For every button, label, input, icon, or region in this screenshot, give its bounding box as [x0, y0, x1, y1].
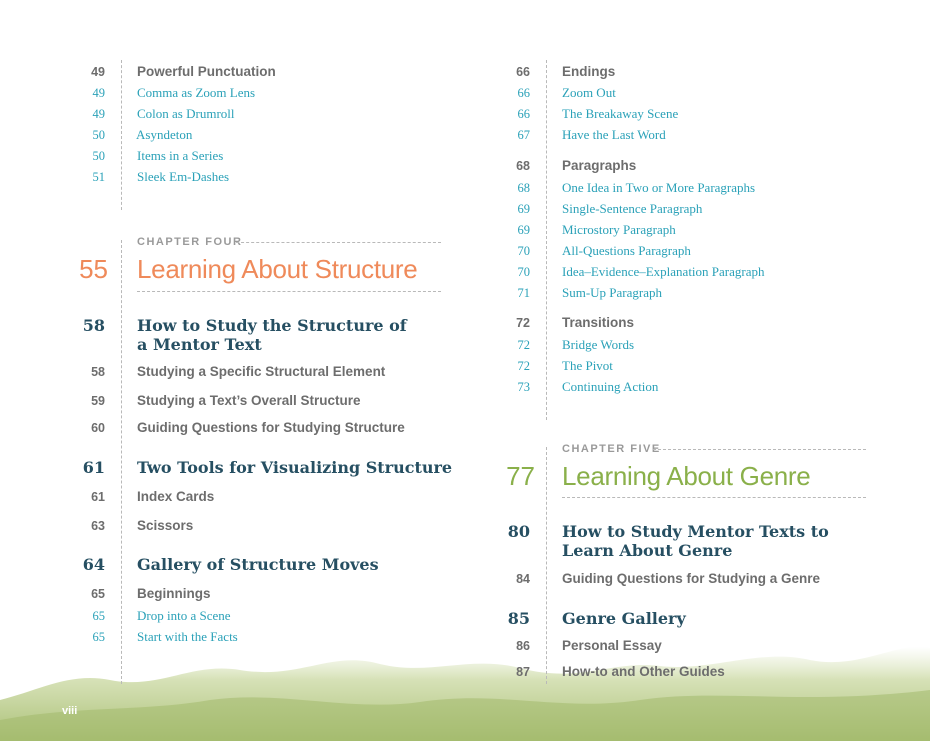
toc-entry-sub[interactable] [0, 125, 430, 145]
chapter-title-rule [562, 497, 866, 498]
section-title: Gallery of Structure Moves [137, 555, 379, 574]
entry-title: Continuing Action [562, 379, 659, 394]
toc-entry-sub[interactable] [425, 104, 855, 124]
page-number: 85 [507, 609, 530, 628]
page-number: 71 [517, 286, 530, 300]
entry-title: Comma as Zoom Lens [137, 85, 256, 100]
toc-entry-sub[interactable] [425, 356, 855, 376]
chapter-title-rule [137, 291, 441, 292]
entry-title: Idea–Evidence–Explanation Paragraph [562, 264, 765, 279]
entry-title: Single-Sentence Paragraph [562, 201, 703, 216]
page-number: 64 [82, 555, 105, 574]
section-title: How to Study Mentor Texts to Learn About Genre [562, 522, 829, 560]
page-number: 50 [92, 128, 105, 142]
page-number: 65 [92, 609, 105, 623]
toc-entry-group[interactable] [425, 62, 855, 82]
toc-entry-sub[interactable] [425, 83, 855, 103]
page-number: 86 [516, 639, 530, 653]
toc-entry[interactable] [425, 662, 855, 682]
entry-title: Studying a Text’s Overall Structure [137, 393, 361, 408]
entry-title: The Breakaway Scene [562, 106, 679, 121]
toc-entry-sub[interactable] [425, 262, 855, 282]
entry-title: Microstory Paragraph [562, 222, 676, 237]
entry-title: Powerful Punctuation [137, 64, 276, 79]
page-number: 69 [517, 202, 530, 216]
toc-entry-group[interactable] [425, 313, 855, 333]
chapter-label-rule [653, 449, 866, 450]
toc-entry-sub[interactable] [0, 146, 430, 166]
toc-entry[interactable] [0, 418, 430, 438]
chapter-title[interactable]: Learning About Structure [137, 254, 418, 284]
chapter-label-rule [236, 242, 441, 243]
toc-entry-sub[interactable] [0, 167, 430, 187]
entry-title: Bridge Words [562, 337, 635, 352]
page-number: 60 [91, 421, 105, 435]
toc-entry-group[interactable] [0, 584, 430, 604]
toc-entry-sub[interactable] [425, 199, 855, 219]
page-number: 67 [517, 128, 530, 142]
entry-title: Beginnings [137, 586, 211, 601]
toc-section-heading[interactable] [425, 522, 855, 560]
entry-title: Start with the Facts [137, 629, 238, 644]
toc-entry-sub[interactable] [425, 377, 855, 397]
page-number: 49 [91, 65, 105, 79]
entry-title: Drop into a Scene [137, 608, 231, 623]
toc-entry-group[interactable] [0, 62, 430, 82]
page-number: 87 [516, 665, 530, 679]
page-number: 70 [517, 244, 530, 258]
entry-title: Guiding Questions for Studying a Genre [562, 571, 821, 586]
entry-title: All-Questions Paragraph [562, 243, 691, 258]
entry-title: Items in a Series [137, 148, 224, 163]
page-number: 66 [517, 86, 530, 100]
section-title: How to Study the Structure of a Mentor Text [137, 316, 407, 354]
page-number: 63 [91, 519, 105, 533]
toc-section-heading[interactable] [0, 458, 453, 478]
page-number: 65 [92, 630, 105, 644]
chapter-label: CHAPTER FOUR [137, 236, 243, 248]
toc-entry-sub[interactable] [0, 606, 430, 626]
toc-entry[interactable] [0, 487, 430, 507]
entry-title: Studying a Specific Structural Element [137, 364, 386, 379]
page-number: 51 [92, 170, 105, 184]
entry-title: Paragraphs [562, 158, 637, 173]
entry-title: Zoom Out [562, 85, 616, 100]
entry-title: Sleek Em-Dashes [137, 169, 230, 184]
toc-entry-sub[interactable] [425, 241, 855, 261]
page-number: 68 [516, 159, 530, 173]
entry-title: The Pivot [562, 358, 613, 373]
entry-title: Have the Last Word [562, 127, 666, 142]
entry-title: Personal Essay [562, 638, 662, 653]
entry-title: Guiding Questions for Studying Structure [137, 420, 405, 435]
toc-entry-sub[interactable] [425, 125, 855, 145]
chapter-label: CHAPTER FIVE [562, 443, 661, 455]
toc-section-heading[interactable] [0, 316, 430, 354]
toc-entry-sub[interactable] [425, 335, 855, 355]
section-title: Two Tools for Visualizing Structure [137, 458, 453, 477]
chapter-page-number: 55 [79, 254, 108, 284]
chapter-page-number: 77 [506, 461, 535, 491]
entry-title: Transitions [562, 315, 635, 330]
toc-entry[interactable] [425, 636, 855, 656]
page-number: 72 [517, 338, 530, 352]
section-title: Genre Gallery [562, 609, 686, 628]
entry-title: Asyndeton [136, 127, 193, 142]
page-number: 49 [92, 107, 105, 121]
toc-entry-sub[interactable] [425, 220, 855, 240]
entry-title: Colon as Drumroll [137, 106, 235, 121]
toc-entry[interactable] [0, 516, 430, 536]
page-number: 58 [82, 316, 105, 335]
page-number: 66 [516, 65, 530, 79]
page-number: 68 [517, 181, 530, 195]
left-toc-column [0, 0, 453, 741]
entry-title: Endings [562, 64, 616, 79]
page-number: 72 [516, 316, 530, 330]
toc-entry[interactable] [0, 362, 430, 382]
toc-section-heading[interactable] [0, 555, 430, 575]
page-number: 72 [517, 359, 530, 373]
page-folio: viii [62, 705, 78, 717]
page-number: 61 [82, 458, 105, 477]
page-number: 66 [517, 107, 530, 121]
entry-title: Scissors [137, 518, 194, 533]
toc-entry[interactable] [425, 569, 855, 589]
toc-entry[interactable] [0, 391, 430, 411]
page-number: 49 [92, 86, 105, 100]
toc-section-heading[interactable] [425, 609, 855, 629]
toc-entry-sub[interactable] [425, 178, 855, 198]
page-number: 69 [517, 223, 530, 237]
toc-entry-sub[interactable] [0, 83, 430, 103]
entry-title: How-to and Other Guides [562, 664, 725, 679]
page-number: 61 [91, 490, 105, 504]
right-toc-column [425, 0, 855, 741]
page-number: 84 [516, 572, 530, 586]
entry-title: Sum-Up Paragraph [562, 285, 663, 300]
toc-entry-sub[interactable] [0, 627, 430, 647]
page-number: 70 [517, 265, 530, 279]
chapter-title[interactable]: Learning About Genre [562, 461, 811, 491]
page-number: 50 [92, 149, 105, 163]
page-number: 58 [91, 365, 105, 379]
toc-entry-group[interactable] [425, 156, 855, 176]
page-number: 80 [507, 522, 530, 541]
entry-title: Index Cards [137, 489, 215, 504]
page-number: 65 [91, 587, 105, 601]
page-number: 73 [517, 380, 530, 394]
toc-entry-sub[interactable] [0, 104, 430, 124]
entry-title: One Idea in Two or More Paragraphs [562, 180, 756, 195]
page-number: 59 [91, 394, 105, 408]
toc-entry-sub[interactable] [425, 283, 855, 303]
